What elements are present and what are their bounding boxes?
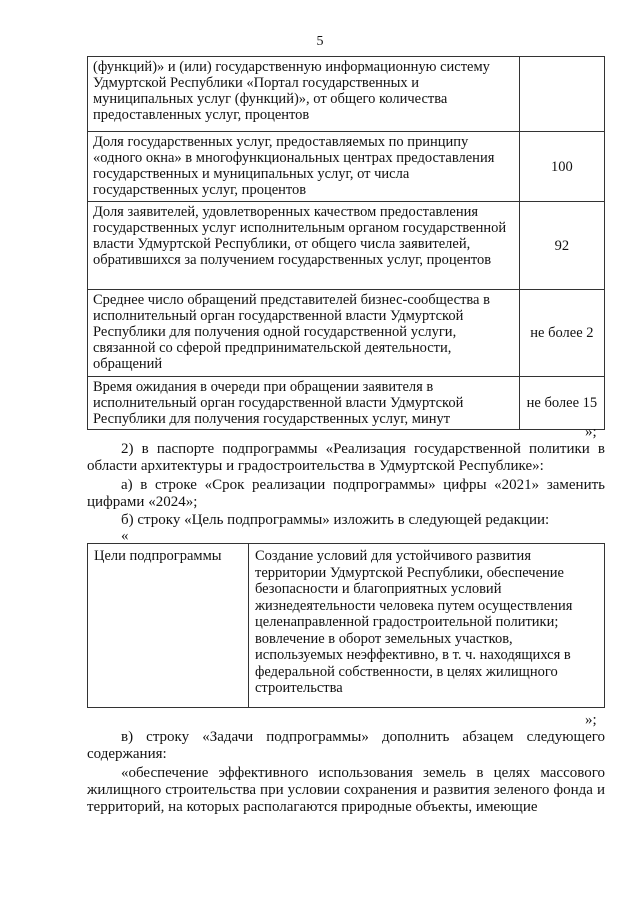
indicator-value: не более 15	[519, 377, 604, 430]
paragraph-item-2: 2) в паспорте подпрограммы «Реализация государственной политики в области архитектуры и градостроительства в Удмуртской Республике»:	[87, 441, 605, 474]
paragraph-item-2a: а) в строке «Срок реализации подпрограммы» цифры «2021» заменить цифрами «2024»;	[87, 477, 605, 510]
indicator-value	[519, 57, 604, 132]
table-row	[88, 57, 605, 132]
indicator-description: Доля заявителей, удовлетворенных качеством предоставления государственных услуг исполнительным органом государственной власти Удмуртской Республики, от общего числа заявителей, обратившихся за получением государственных услуг, процентов	[88, 202, 520, 290]
indicator-value: 100	[519, 132, 604, 202]
paragraph-item-2b: б) строку «Цель подпрограммы» изложить в следующей редакции:	[121, 512, 550, 528]
indicator-description: Доля государственных услуг, предоставляемых по принципу «одного окна» в многофункциональных центрах предоставления государственных и муниципальных услуг, от числа государственных услуг, процентов	[88, 132, 520, 202]
table-row	[88, 377, 605, 430]
table-row	[88, 290, 605, 377]
closing-quote: »;	[585, 712, 597, 728]
closing-quote: »;	[585, 424, 597, 440]
indicator-description: Среднее число обращений представителей бизнес-сообщества в исполнительный орган государственной власти Удмуртской Республики для получения одной государственной услуги, связанной со сферой предпринимательской деятельности, обращений	[88, 290, 520, 377]
indicator-value: не более 2	[519, 290, 604, 377]
paragraph-item-2v: в) строку «Задачи подпрограммы» дополнить абзацем следующего содержания:	[87, 729, 605, 762]
table-row	[88, 544, 605, 708]
indicator-description: Время ожидания в очереди при обращении заявителя в исполнительный орган государственной власти Удмуртской Республики для получения государственных услуг, минут	[88, 377, 520, 430]
table-row	[88, 132, 605, 202]
page-number: 5	[316, 34, 324, 49]
opening-quote: «	[121, 528, 129, 544]
goals-table	[87, 543, 605, 708]
goals-label: Цели подпрограммы	[88, 544, 249, 708]
indicator-value: 92	[519, 202, 604, 290]
quoted-paragraph: «обеспечение эффективного использования земель в целях массового жилищного строительства при условии сохранения и развития зеленого фонда и территорий, на которых располагаются природные объекты, имеющие	[87, 765, 605, 815]
table-row	[88, 202, 605, 290]
goals-content: Создание условий для устойчивого развития территории Удмуртской Республики, обеспечение безопасности и благоприятных условий жизнедеятельности человека путем осуществления целенаправленной градостроительной политики; вовлечение в оборот земельных участков, используемых неэффективно, в т. ч. находящихся в федеральной собственности, в целях жилищного строительства	[249, 544, 605, 708]
indicators-table	[87, 56, 605, 430]
indicator-description: (функций)» и (или) государственную информационную систему Удмуртской Республики «Портал государственных и муниципальных услуг (функций)», от общего количества предоставленных услуг, процентов	[88, 57, 520, 132]
